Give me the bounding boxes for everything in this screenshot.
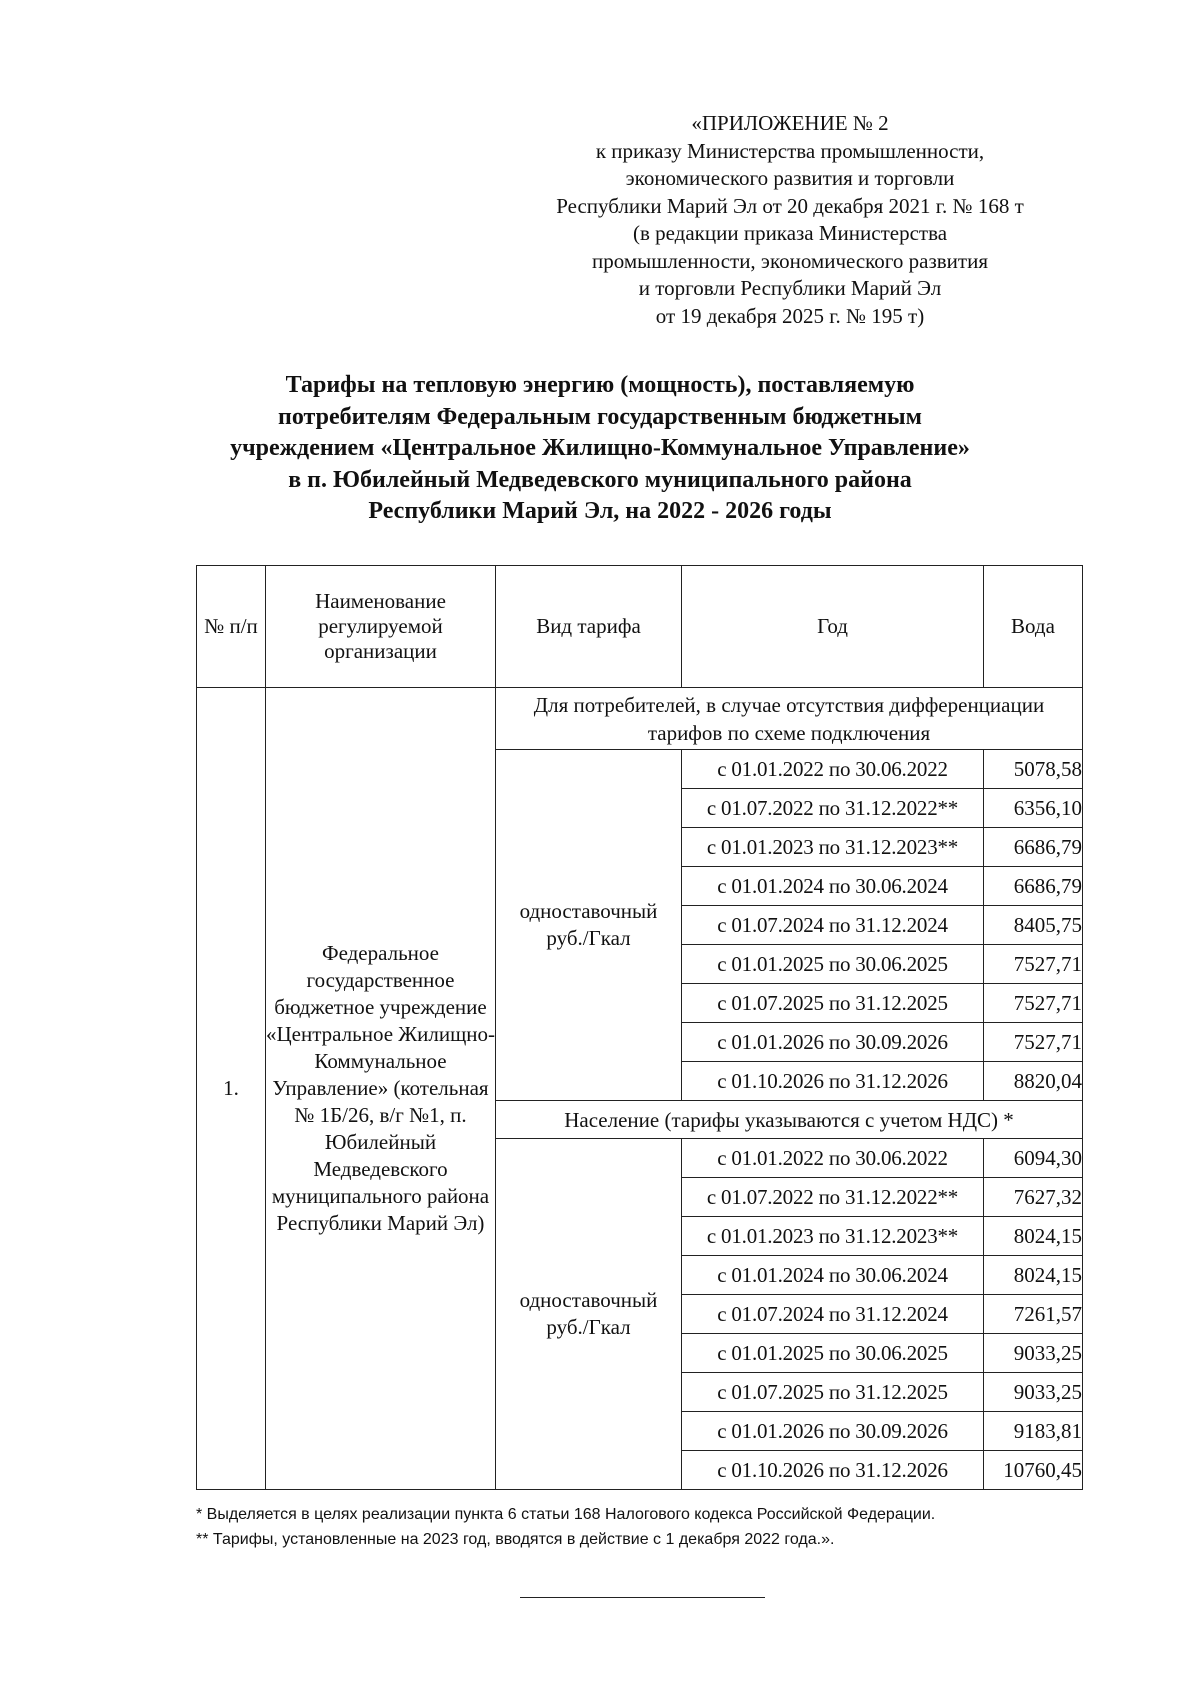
tariff-water-value: 8024,15 [984, 1256, 1083, 1295]
tariff-period: с 01.01.2023 по 31.12.2023** [682, 1217, 984, 1256]
section-title: Для потребителей, в случае отсутствия дифференциации тарифов по схеме подключения [496, 688, 1083, 750]
organization-name: Федеральное государственное бюджетное учреждение «Центральное Жилищно-Коммунальное Управление» (котельная № 1Б/26, в/г №1, п. Юбилейный Медведевского муниципального района Республики Марий Эл) [266, 688, 496, 1490]
tariff-period: с 01.07.2024 по 31.12.2024 [682, 906, 984, 945]
title-line: в п. Юбилейный Медведевского муниципального района [288, 466, 912, 493]
appendix-line: (в редакции приказа Министерства [632, 221, 948, 245]
tariff-water-value: 9033,25 [984, 1373, 1083, 1412]
header-year: Год [682, 566, 984, 688]
tariff-water-value: 6686,79 [984, 828, 1083, 867]
tariff-period: с 01.01.2026 по 30.09.2026 [682, 1023, 984, 1062]
document-title [170, 370, 1030, 528]
tariff-period: с 01.07.2022 по 31.12.2022** [682, 789, 984, 828]
appendix-line: «ПРИЛОЖЕНИЕ № 2 [691, 111, 889, 135]
appendix-line: Республики Марий Эл от 20 декабря 2021 г. № 168 т [556, 193, 1024, 218]
tariff-water-value: 8820,04 [984, 1062, 1083, 1101]
title-line: учреждением «Центральное Жилищно-Коммунальное Управление» [230, 435, 970, 461]
section-title: Население (тарифы указываются с учетом НДС) * [496, 1101, 1083, 1139]
tariff-water-value: 6094,30 [984, 1139, 1083, 1178]
header-org: Наименование регулируемой организации [266, 566, 496, 688]
tariff-period: с 01.07.2024 по 31.12.2024 [682, 1295, 984, 1334]
tariff-water-value: 6686,79 [984, 867, 1083, 906]
tariff-water-value: 7261,57 [984, 1295, 1083, 1334]
tariff-period: с 01.10.2026 по 31.12.2026 [682, 1451, 984, 1490]
tariff-water-value: 6356,10 [984, 789, 1083, 828]
appendix-line: промышленности, экономического развития [591, 248, 988, 273]
tariff-period: с 01.01.2025 по 30.06.2025 [682, 1334, 984, 1373]
tariff-water-value: 10760,45 [984, 1451, 1083, 1490]
tariff-period: с 01.01.2022 по 30.06.2022 [682, 1139, 984, 1178]
title-line: потребителям Федеральным государственным бюджетным [278, 403, 922, 430]
row-number: 1. [197, 688, 266, 1490]
appendix-line: экономического развития и торговли [625, 166, 955, 190]
table-header-row [197, 566, 1083, 688]
tariff-period: с 01.07.2025 по 31.12.2025 [682, 1373, 984, 1412]
header-num: № п/п [197, 566, 266, 688]
tariff-period: с 01.07.2025 по 31.12.2025 [682, 984, 984, 1023]
appendix-line: к приказу Министерства промышленности, [595, 138, 985, 163]
tariff-period: с 01.10.2026 по 31.12.2026 [682, 1062, 984, 1101]
tariff-period: с 01.01.2025 по 30.06.2025 [682, 945, 984, 984]
appendix-line: и торговли Республики Марий Эл [638, 276, 942, 300]
footnote-vat: * Выделяется в целях реализации пункта 6 статьи 168 Налогового кодекса Российской Федерации. [196, 1506, 936, 1523]
header-water: Вода [984, 566, 1083, 688]
tariff-water-value: 8405,75 [984, 906, 1083, 945]
tariff-water-value: 9033,25 [984, 1334, 1083, 1373]
tariff-table [196, 565, 1083, 1490]
tariff-period: с 01.01.2024 по 30.06.2024 [682, 867, 984, 906]
title-line: Тарифы на тепловую энергию (мощность), поставляемую [285, 372, 915, 398]
tariff-period: с 01.01.2023 по 31.12.2023** [682, 828, 984, 867]
tariff-type: одноставочный руб./Гкал [496, 750, 682, 1101]
tariff-water-value: 5078,58 [984, 750, 1083, 789]
tariff-water-value: 8024,15 [984, 1217, 1083, 1256]
tariff-water-value: 7527,71 [984, 984, 1083, 1023]
header-tariff-type: Вид тарифа [496, 566, 682, 688]
appendix-line: от 19 декабря 2025 г. № 195 т) [655, 303, 925, 328]
footnote-2023: ** Тарифы, установленные на 2023 год, вводятся в действие с 1 декабря 2022 года.». [196, 1531, 835, 1548]
tariff-period: с 01.07.2022 по 31.12.2022** [682, 1178, 984, 1217]
tariff-water-value: 7627,32 [984, 1178, 1083, 1217]
tariff-type: одноставочный руб./Гкал [496, 1139, 682, 1490]
appendix-header [480, 110, 1100, 330]
tariff-water-value: 9183,81 [984, 1412, 1083, 1451]
title-line: Республики Марий Эл, на 2022 - 2026 годы [368, 498, 832, 524]
tariff-period: с 01.01.2026 по 30.09.2026 [682, 1412, 984, 1451]
section-row [197, 688, 1083, 750]
tariff-water-value: 7527,71 [984, 1023, 1083, 1062]
tariff-period: с 01.01.2024 по 30.06.2024 [682, 1256, 984, 1295]
closing-rule [520, 1597, 765, 1598]
tariff-water-value: 7527,71 [984, 945, 1083, 984]
tariff-period: с 01.01.2022 по 30.06.2022 [682, 750, 984, 789]
footnotes [196, 1502, 1116, 1552]
